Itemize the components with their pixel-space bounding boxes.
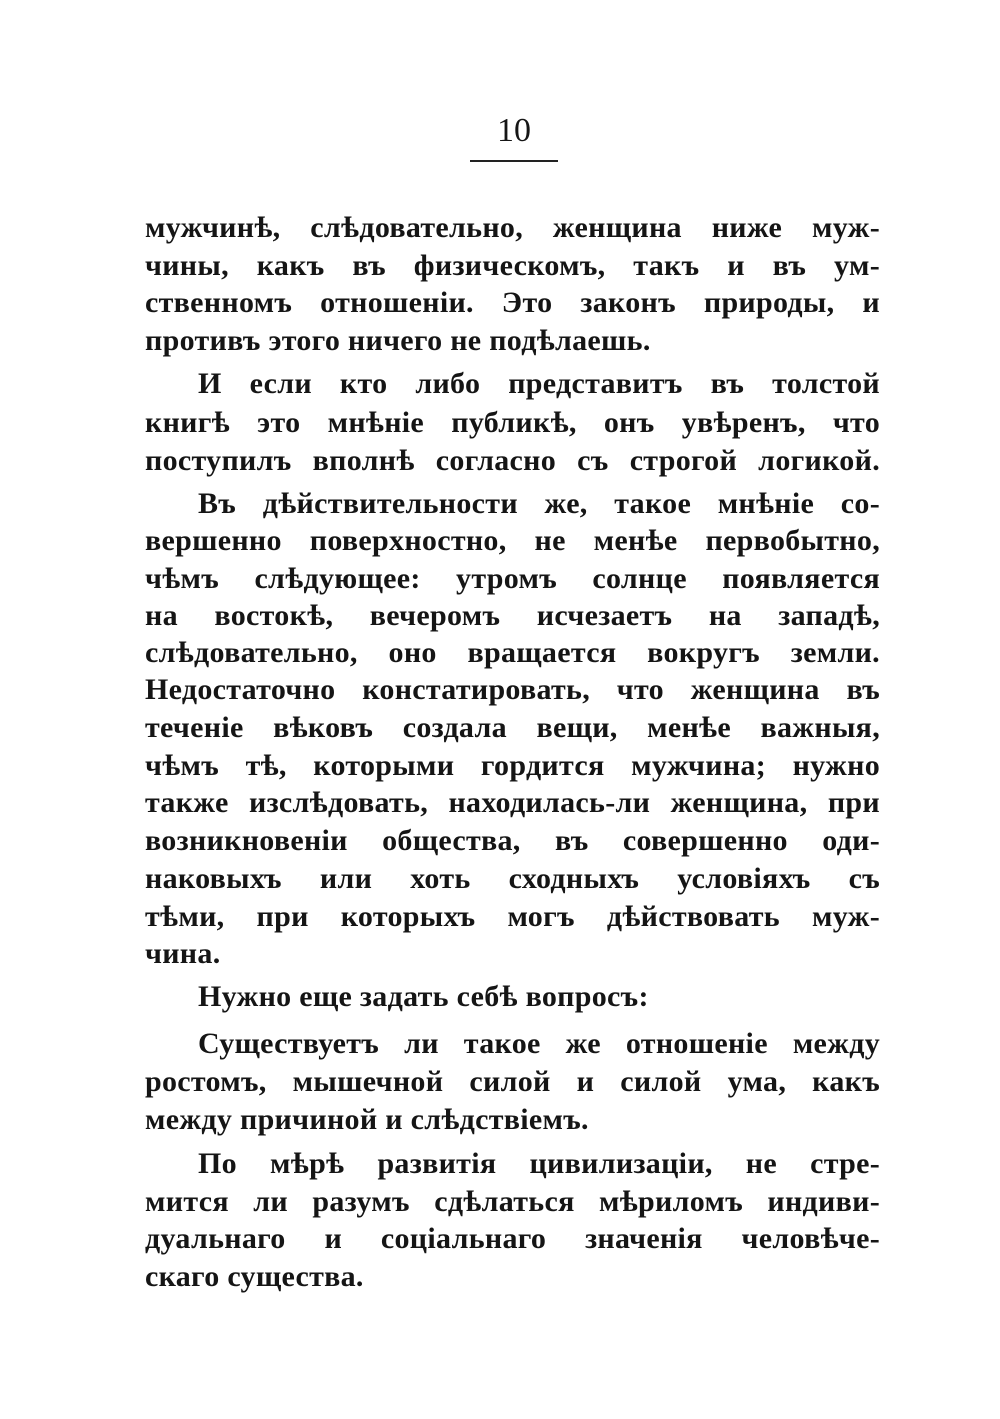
text-line: скаго существа. xyxy=(145,1260,364,1293)
text-line: поступилъ вполнѣ согласно съ строгой логикой. xyxy=(145,444,880,477)
page-number-rule xyxy=(470,160,558,162)
text-line: вершенно поверхностно, не менѣе первобытно, xyxy=(145,524,880,557)
text-line: Нужно еще задать себѣ вопросъ: xyxy=(198,980,649,1013)
text-line: чины, какъ въ физическомъ, такъ и въ ум- xyxy=(145,249,880,282)
text-line: между причиной и слѣдствіемъ. xyxy=(145,1103,589,1136)
text-line: также изслѣдовать, находилась-ли женщина, при xyxy=(145,786,880,819)
text-line: И если кто либо представитъ въ толстой xyxy=(198,367,880,400)
text-line: чѣмъ тѣ, которыми гордится мужчина; нужно xyxy=(145,749,880,782)
text-line: на востокѣ, вечеромъ исчезаетъ на западѣ, xyxy=(145,599,880,632)
page-number: 10 xyxy=(497,112,531,149)
text-line: мужчинѣ, слѣдовательно, женщина ниже муж- xyxy=(145,211,880,244)
text-line: дуальнаго и соціальнаго значенія человѣче- xyxy=(145,1222,880,1255)
text-line: наковыхъ или хоть сходныхъ условіяхъ съ xyxy=(145,862,880,895)
text-line: По мѣрѣ развитія цивилизаціи, не стре- xyxy=(198,1147,880,1180)
text-line: возникновеніи общества, въ совершенно оди- xyxy=(145,824,880,857)
text-line: ростомъ, мышечной силой и силой ума, какъ xyxy=(145,1065,880,1098)
text-line: ственномъ отношеніи. Это законъ природы, и xyxy=(145,286,880,319)
text-line: тѣми, при которыхъ могъ дѣйствовать муж- xyxy=(145,900,880,933)
text-line: Существуетъ ли такое же отношеніе между xyxy=(198,1027,880,1060)
text-line: противъ этого ничего не подѣлаешь. xyxy=(145,324,651,357)
text-line: чѣмъ слѣдующее: утромъ солнце появляется xyxy=(145,562,880,595)
text-line: книгѣ это мнѣніе публикѣ, онъ увѣренъ, что xyxy=(145,406,880,439)
text-line: Недостаточно констатировать, что женщина въ xyxy=(145,673,880,706)
text-line: Въ дѣйствительности же, такое мнѣніе со- xyxy=(198,487,880,520)
text-line: теченіе вѣковъ создала вещи, менѣе важныя, xyxy=(145,711,880,744)
text-line: чина. xyxy=(145,937,221,970)
text-line: слѣдовательно, оно вращается вокругъ земли. xyxy=(145,636,880,669)
text-line: мится ли разумъ сдѣлаться мѣриломъ индиви- xyxy=(145,1185,880,1218)
